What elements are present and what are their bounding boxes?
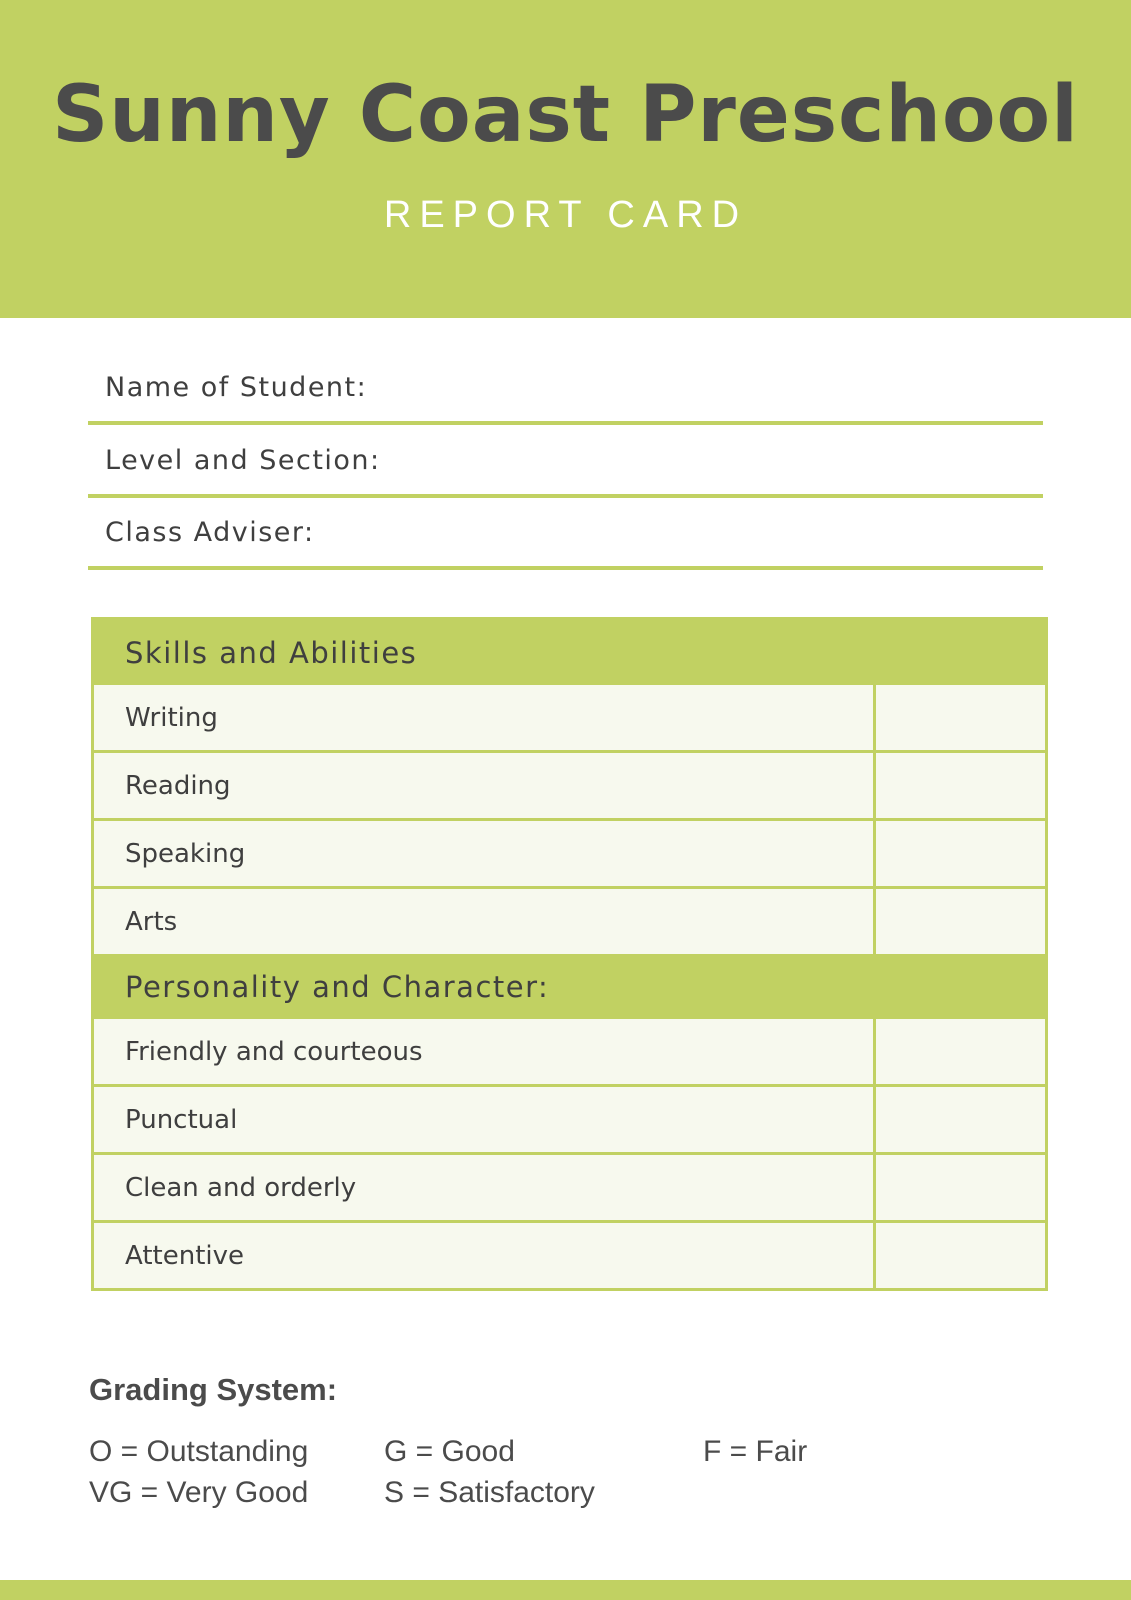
- row-label-punctual: Punctual: [94, 1087, 876, 1152]
- row-label-arts: Arts: [94, 889, 876, 954]
- section-header-personality: Personality and Character:: [94, 954, 1045, 1019]
- report-table: [91, 617, 1048, 1291]
- grade-key-satisfactory: S = Satisfactory: [384, 1476, 595, 1509]
- table-row: [94, 750, 1045, 818]
- table-row: [94, 818, 1045, 886]
- grade-key-fair: F = Fair: [703, 1435, 808, 1468]
- level-section-label: Level and Section:: [105, 445, 381, 476]
- document-title: REPORT CARD: [383, 194, 748, 236]
- table-row: [94, 1084, 1045, 1152]
- header-banner: [0, 0, 1131, 318]
- table-row: [94, 1019, 1045, 1084]
- grade-cell-punctual[interactable]: [876, 1087, 1045, 1152]
- table-row: [94, 886, 1045, 954]
- grade-cell-speaking[interactable]: [876, 821, 1045, 886]
- student-name-field[interactable]: [88, 421, 1043, 425]
- footer-bar: [0, 1580, 1131, 1600]
- table-row: [94, 1152, 1045, 1220]
- row-label-writing: Writing: [94, 685, 876, 750]
- grading-system-title: Grading System:: [89, 1372, 338, 1407]
- grade-key-very-good: VG = Very Good: [89, 1476, 309, 1509]
- section-header-skills: Skills and Abilities: [94, 620, 1045, 685]
- grade-key-good: G = Good: [384, 1435, 515, 1468]
- student-name-label: Name of Student:: [105, 372, 368, 403]
- grade-cell-arts[interactable]: [876, 889, 1045, 954]
- grade-cell-writing[interactable]: [876, 685, 1045, 750]
- table-row: [94, 685, 1045, 750]
- table-row: [94, 1220, 1045, 1288]
- grade-cell-reading[interactable]: [876, 753, 1045, 818]
- row-label-speaking: Speaking: [94, 821, 876, 886]
- row-label-clean-orderly: Clean and orderly: [94, 1155, 876, 1220]
- row-label-reading: Reading: [94, 753, 876, 818]
- grade-cell-friendly[interactable]: [876, 1019, 1045, 1084]
- school-name: Sunny Coast Preschool: [52, 70, 1079, 160]
- grade-key-outstanding: O = Outstanding: [89, 1435, 309, 1468]
- class-adviser-label: Class Adviser:: [105, 517, 315, 548]
- class-adviser-field[interactable]: [88, 566, 1043, 570]
- level-section-field[interactable]: [88, 494, 1043, 498]
- grade-cell-attentive[interactable]: [876, 1223, 1045, 1288]
- grade-cell-clean-orderly[interactable]: [876, 1155, 1045, 1220]
- row-label-friendly: Friendly and courteous: [94, 1019, 876, 1084]
- row-label-attentive: Attentive: [94, 1223, 876, 1288]
